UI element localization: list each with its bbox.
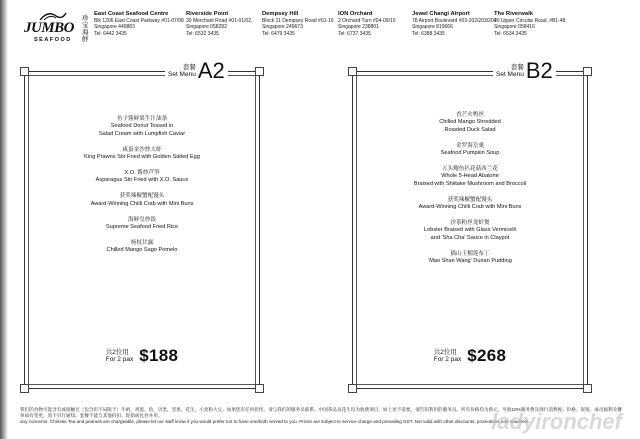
dish-item — [353, 166, 587, 188]
menu-title-en: Set Menu — [168, 71, 196, 78]
dish-item — [25, 147, 259, 162]
location-name: Jewel Changi Airport — [412, 11, 470, 17]
menu-title-en: Set Menu — [496, 71, 524, 78]
location-line: Block 11 Dempsey Road #01-16 — [262, 18, 334, 25]
menu-title-cn: 套餐 — [182, 64, 196, 71]
dish-name-en: Braised with Shiitake Mushroom and Broccoli — [413, 180, 527, 187]
location-line: Singapore 238801 — [338, 24, 379, 31]
price-label-en: For 2 pax — [433, 356, 462, 363]
location-1 — [186, 11, 252, 37]
location-line: Tel: 6479 3435 — [262, 30, 295, 37]
location-name: The Riverwalk — [494, 11, 533, 17]
location-line: Blk 1206 East Coast Parkway #01-07/08 — [94, 18, 184, 25]
dish-name-cn: 猫山王榴莲布丁 — [450, 250, 490, 257]
dish-name-cn: 海鲜皇炒饭 — [128, 216, 156, 223]
dish-name-en: Supreme Seafood Fried Rice — [105, 224, 179, 231]
disclaimer-cn: 我们的食物可能含有或接触过（包含但不局限于）牛奶，鸡蛋，鱼，贝类，坚果，花生，小麦和大豆。如果您有任何担忧，请与我们的服务员联系。中国茶品及花生均为收费项目，如上述不需要，请告知我们的服务员。所有价格均为新元，另收10%服务费及现行消费税。价格、促销、成员福利及餐单如有变更，恕不另行通知。套餐不能与其他折扣、促销或礼券并用。 — [20, 407, 622, 419]
dish-name-en: Asparagus Stir Fried with X.O. Sauce — [95, 177, 189, 184]
location-line: 20 Upper Circular Road, #B1-48 — [494, 18, 566, 25]
dish-name-en: Award-Winning Chilli Crab with Mini Buns — [418, 204, 522, 211]
set-menu-a2 — [24, 58, 260, 389]
price-block — [25, 346, 259, 366]
location-line: Tel: 6737 3435 — [338, 30, 371, 37]
dish-name-en: Chilled Mango Shredded — [439, 119, 501, 126]
menu-title-cn: 套餐 — [510, 64, 524, 71]
dish-name-cn: 香芒火鸭丝 — [456, 112, 484, 118]
dish-list — [25, 116, 259, 263]
price-label-cn: 共2位用 — [105, 348, 129, 356]
location-name: Riverside Point — [186, 11, 229, 17]
location-name: Dempsey Hill — [262, 11, 299, 17]
dish-name-en: Seafood Donut Tossed in — [110, 123, 174, 130]
dish-name-en: Roasted Duck Salad — [444, 126, 496, 133]
location-5 — [494, 11, 565, 37]
brand-sub: SEAFOOD — [34, 37, 72, 43]
location-line: Singapore 058416 — [494, 24, 535, 31]
dish-name-cn: 杨枝甘露 — [130, 239, 154, 246]
dish-name-cn: 获奖辣椒蟹配馒头 — [447, 196, 493, 203]
location-line: Singapore 058282 — [186, 24, 227, 31]
price-label-cn: 共2位用 — [433, 348, 457, 356]
dish-item — [25, 240, 259, 255]
dish-name-cn: 咸蛋金沙炒大虾 — [122, 146, 162, 153]
dish-item — [353, 197, 587, 212]
price-block — [353, 346, 587, 366]
location-line: 2 Orchard Turn #04-09/10 — [338, 18, 396, 25]
jumbo-logo — [24, 10, 102, 46]
price-label-en: For 2 pax — [105, 356, 134, 363]
menu-code: A2 — [197, 58, 225, 83]
location-name: East Coast Seafood Centre — [94, 11, 169, 17]
dish-name-en: Whole 5-Head Abalone — [441, 173, 499, 180]
menu-title — [165, 58, 228, 82]
dish-name-en: Salad Cream with Lumpfish Caviar — [98, 130, 186, 137]
watermark: ladyironchef — [491, 409, 622, 434]
dish-name-en: King Prawns Stir Fried with Golden Salted Egg — [84, 154, 200, 161]
dish-item — [353, 220, 587, 242]
dish-name-cn: X.O. 酱炒芦笋 — [124, 170, 160, 177]
dish-name-en: 'Mao Shan Wang' Durian Pudding — [428, 258, 512, 265]
disclaimer-en: any concerns. Chinese Tea and peanuts are chargeable, please let our staff know if you would prefer not to have one/both served to you. Prices are subject to service charge and prevailing GST. Not valid with other discounts, promotions and vouchers. — [20, 419, 530, 425]
dish-name-cn: 金罗海皇羹 — [456, 142, 484, 149]
header — [18, 8, 628, 46]
location-line: Singapore 249673 — [262, 24, 303, 31]
location-line: Singapore 449883 — [94, 24, 135, 31]
dish-item — [353, 143, 587, 158]
location-0 — [94, 11, 184, 37]
location-3 — [338, 11, 396, 37]
dish-item — [25, 170, 259, 185]
location-name: ION Orchard — [338, 11, 373, 17]
location-line: 30 Merchant Road #01-01/02, — [186, 18, 253, 25]
dish-name-cn: 五头鲍鱼扒花菇西兰花 — [442, 166, 498, 173]
dish-item — [25, 193, 259, 208]
brand-name: JUMBO — [24, 20, 75, 36]
location-line: Tel: 6534 3435 — [494, 30, 527, 37]
dish-name-cn: 沙茶粉丝龙虾煲 — [450, 220, 490, 227]
price-value: $188 — [139, 346, 179, 365]
brand-cn: 珍宝海鲜 — [82, 15, 89, 43]
set-menu-b2 — [352, 58, 588, 389]
page-edge-shadow — [0, 0, 8, 439]
dish-name-cn: 获奖辣椒蟹配馒头 — [119, 193, 165, 200]
location-2 — [262, 11, 334, 37]
menu-code: B2 — [525, 58, 553, 83]
dish-name-en: Award-Winning Chilli Crab with Mini Buns — [90, 200, 194, 207]
location-line: 78 Airport Boulevard #03-202/203/204 — [412, 18, 497, 25]
dish-name-en: Chilled Mango Sago Pomelo — [106, 247, 178, 254]
location-line: Singapore 819666 — [412, 24, 453, 31]
dish-item — [25, 116, 259, 138]
location-line: Tel: 6532 3435 — [186, 30, 219, 37]
price-value: $268 — [467, 346, 507, 365]
menu-title — [493, 58, 556, 82]
location-line: Tel: 6442 3435 — [94, 30, 127, 37]
dish-list — [353, 112, 587, 274]
dish-name-en: and 'Sha Cha' Sauce in Claypot — [430, 234, 510, 241]
dish-name-en: Lobster Braised with Glass Vermicelli — [423, 227, 517, 234]
dish-item — [353, 251, 587, 266]
location-line: Tel: 6388 3435 — [412, 30, 445, 37]
location-4 — [412, 11, 497, 37]
dish-name-cn: 鱼子酱鲜果生汁油条 — [116, 116, 168, 122]
dish-name-en: Seafood Pumpkin Soup — [440, 150, 500, 157]
dish-item — [25, 217, 259, 232]
dish-item — [353, 112, 587, 134]
